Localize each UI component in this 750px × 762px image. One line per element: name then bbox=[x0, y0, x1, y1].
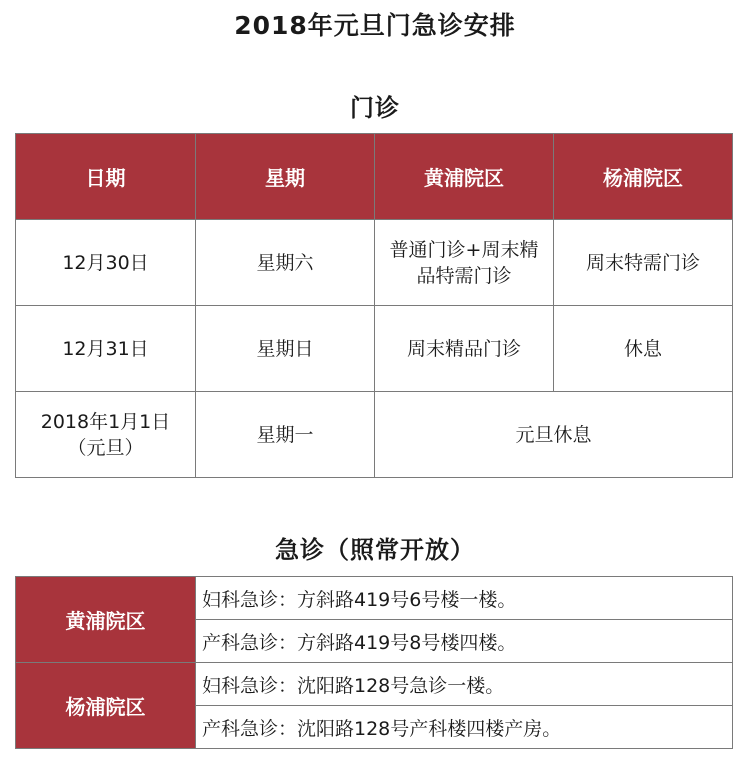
outpatient-header-row bbox=[16, 134, 733, 220]
header-huangpu: 黄浦院区 bbox=[375, 134, 554, 220]
header-date: 日期 bbox=[16, 134, 196, 220]
table-row bbox=[16, 663, 733, 706]
cell-weekday: 星期六 bbox=[196, 220, 375, 306]
emergency-detail: 产科急诊：沈阳路128号产科楼四楼产房。 bbox=[196, 706, 733, 749]
header-yangpu: 杨浦院区 bbox=[554, 134, 733, 220]
emergency-table bbox=[15, 576, 733, 749]
cell-date: 2018年1月1日（元旦） bbox=[16, 392, 196, 478]
cell-yangpu: 休息 bbox=[554, 306, 733, 392]
table-row bbox=[16, 306, 733, 392]
cell-huangpu: 周末精品门诊 bbox=[375, 306, 554, 392]
cell-merged-closed: 元旦休息 bbox=[375, 392, 733, 478]
cell-weekday: 星期日 bbox=[196, 306, 375, 392]
table-row bbox=[16, 577, 733, 620]
cell-date: 12月31日 bbox=[16, 306, 196, 392]
page-title: 2018年元旦门急诊安排 bbox=[234, 11, 516, 40]
cell-weekday: 星期一 bbox=[196, 392, 375, 478]
cell-huangpu: 普通门诊+周末精品特需门诊 bbox=[375, 220, 554, 306]
emergency-detail: 妇科急诊：沈阳路128号急诊一楼。 bbox=[196, 663, 733, 706]
cell-date: 12月30日 bbox=[16, 220, 196, 306]
outpatient-table bbox=[15, 133, 733, 478]
emergency-heading: 急诊（照常开放） bbox=[275, 536, 475, 564]
emergency-detail: 产科急诊：方斜路419号8号楼四楼。 bbox=[196, 620, 733, 663]
header-weekday: 星期 bbox=[196, 134, 375, 220]
campus-yangpu: 杨浦院区 bbox=[16, 663, 196, 749]
table-row bbox=[16, 220, 733, 306]
table-row bbox=[16, 392, 733, 478]
campus-huangpu: 黄浦院区 bbox=[16, 577, 196, 663]
outpatient-heading: 门诊 bbox=[350, 94, 400, 122]
emergency-detail: 妇科急诊：方斜路419号6号楼一楼。 bbox=[196, 577, 733, 620]
cell-yangpu: 周末特需门诊 bbox=[554, 220, 733, 306]
